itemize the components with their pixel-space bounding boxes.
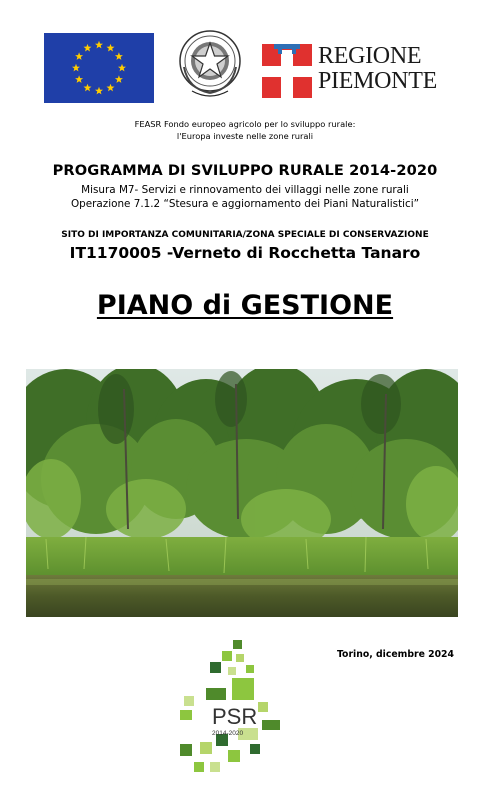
eu-star-icon xyxy=(84,84,92,92)
eu-star-icon xyxy=(107,84,115,92)
operation-line: Operazione 7.1.2 “Stesura e aggiornamento dei Piani Naturalistici” xyxy=(70,198,420,210)
eu-star-icon xyxy=(115,52,123,60)
feasr-line1: FEASR Fondo europeo agricolo per lo sviluppo rurale: xyxy=(134,119,356,129)
psr-logo-label: PSR xyxy=(212,704,258,729)
repubblica-italiana-emblem-icon xyxy=(176,27,244,103)
region-logo-line2: PIEMONTE xyxy=(318,68,437,94)
eu-star-icon xyxy=(72,64,80,72)
programme-title: PROGRAMMA DI SVILUPPO RURALE 2014-2020 xyxy=(52,162,438,179)
eu-flag-icon xyxy=(44,33,154,103)
eu-star-icon xyxy=(75,52,83,60)
eu-star-icon xyxy=(75,75,83,83)
feasr-line2: l'Europa investe nelle zone rurali xyxy=(176,131,314,141)
programme-measure xyxy=(0,183,490,211)
site-category: SITO DI IMPORTANZA COMUNITARIA/ZONA SPECIALE DI CONSERVAZIONE xyxy=(61,230,429,240)
document-title: PIANO di GESTIONE xyxy=(96,290,394,321)
regione-piemonte-logo xyxy=(262,44,438,100)
eu-star-icon xyxy=(118,64,126,72)
eu-star-icon xyxy=(84,44,92,52)
eu-star-icon xyxy=(95,41,103,49)
site-code-name: IT1170005 -Verneto di Rocchetta Tanaro xyxy=(69,244,421,262)
place-date: Torino, dicembre 2024 xyxy=(336,649,454,660)
psr-logo-years: 2014-2020 xyxy=(212,730,244,737)
psr-logo xyxy=(170,640,290,775)
eu-star-icon xyxy=(115,75,123,83)
wetland-forest-photo xyxy=(26,369,458,617)
eu-star-icon xyxy=(95,87,103,95)
region-logo-line1: REGIONE xyxy=(318,43,422,69)
piemonte-shield-icon xyxy=(262,44,312,98)
feasr-statement xyxy=(0,118,490,142)
eu-star-icon xyxy=(107,44,115,52)
measure-line: Misura M7- Servizi e rinnovamento dei villaggi nelle zone rurali xyxy=(81,184,409,196)
